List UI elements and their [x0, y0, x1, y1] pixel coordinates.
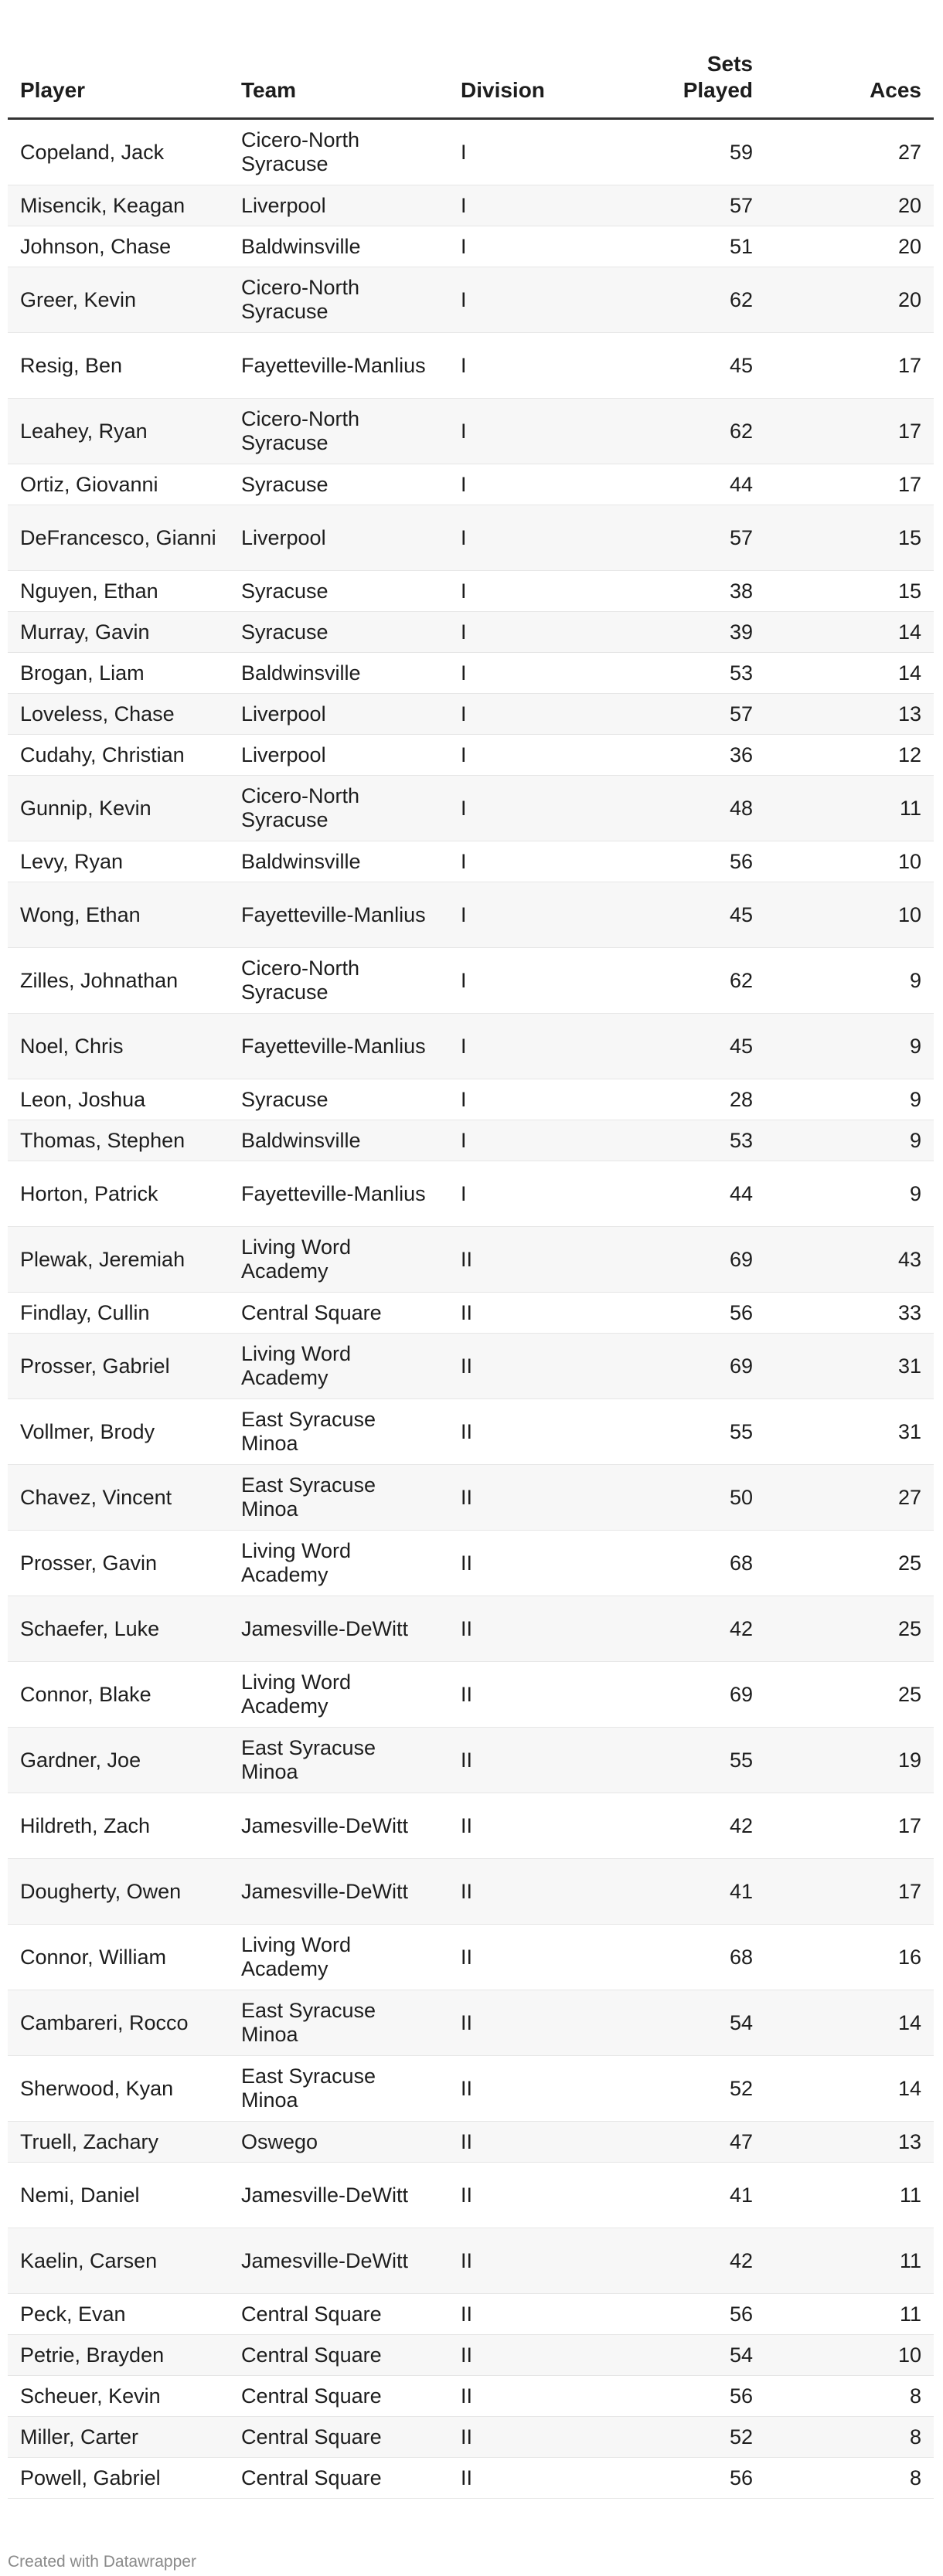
division-cell: I — [448, 948, 594, 1014]
player-cell: Brogan, Liam — [8, 653, 229, 694]
aces-cell: 9 — [765, 1120, 934, 1161]
team-cell: Syracuse — [229, 1079, 448, 1120]
table-row — [8, 653, 934, 694]
team-cell: Baldwinsville — [229, 226, 448, 267]
aces-cell: 27 — [765, 1465, 934, 1531]
team-cell: Fayetteville-Manlius — [229, 1161, 448, 1227]
player-cell: Leon, Joshua — [8, 1079, 229, 1120]
division-cell: II — [448, 1465, 594, 1531]
team-cell: Baldwinsville — [229, 1120, 448, 1161]
table-row — [8, 1531, 934, 1596]
player-cell: Connor, William — [8, 1925, 229, 1990]
division-cell: I — [448, 267, 594, 333]
aces-cell: 15 — [765, 571, 934, 612]
team-cell: East Syracuse Minoa — [229, 1990, 448, 2056]
sets-played-cell: 51 — [594, 226, 765, 267]
sets-played-cell: 59 — [594, 119, 765, 185]
table-row — [8, 185, 934, 226]
player-cell: Dougherty, Owen — [8, 1859, 229, 1925]
division-cell: I — [448, 505, 594, 571]
table-row — [8, 882, 934, 948]
team-cell: Living Word Academy — [229, 1227, 448, 1293]
team-cell: Central Square — [229, 2458, 448, 2499]
aces-cell: 25 — [765, 1662, 934, 1728]
table-row — [8, 2122, 934, 2163]
table-header — [8, 28, 934, 119]
aces-cell: 43 — [765, 1227, 934, 1293]
header-row — [8, 28, 934, 119]
sets-played-cell: 52 — [594, 2417, 765, 2458]
aces-cell: 13 — [765, 2122, 934, 2163]
team-cell: Fayetteville-Manlius — [229, 1014, 448, 1079]
division-cell: II — [448, 2228, 594, 2294]
sets-played-cell: 55 — [594, 1728, 765, 1793]
division-cell: II — [448, 1728, 594, 1793]
player-cell: Copeland, Jack — [8, 119, 229, 185]
player-cell: Noel, Chris — [8, 1014, 229, 1079]
table-row — [8, 735, 934, 776]
aces-cell: 19 — [765, 1728, 934, 1793]
player-cell: Zilles, Johnathan — [8, 948, 229, 1014]
table-row — [8, 1793, 934, 1859]
division-cell: I — [448, 735, 594, 776]
aces-cell: 14 — [765, 653, 934, 694]
table-row — [8, 399, 934, 464]
aces-cell: 25 — [765, 1596, 934, 1662]
table-row — [8, 2228, 934, 2294]
aces-cell: 11 — [765, 2294, 934, 2335]
player-cell: Greer, Kevin — [8, 267, 229, 333]
aces-cell: 10 — [765, 882, 934, 948]
sets-played-cell: 45 — [594, 1014, 765, 1079]
team-cell: Liverpool — [229, 694, 448, 735]
table-row — [8, 1014, 934, 1079]
table-row — [8, 1990, 934, 2056]
player-cell: Gardner, Joe — [8, 1728, 229, 1793]
division-cell: II — [448, 2417, 594, 2458]
table-row — [8, 505, 934, 571]
aces-cell: 14 — [765, 2056, 934, 2122]
player-cell: Findlay, Cullin — [8, 1293, 229, 1334]
sets-played-cell: 62 — [594, 399, 765, 464]
team-cell: Cicero-North Syracuse — [229, 119, 448, 185]
player-cell: Peck, Evan — [8, 2294, 229, 2335]
sets-played-cell: 62 — [594, 267, 765, 333]
table-row — [8, 1334, 934, 1399]
team-cell: Central Square — [229, 2417, 448, 2458]
aces-cell: 17 — [765, 1859, 934, 1925]
aces-cell: 27 — [765, 119, 934, 185]
player-cell: Plewak, Jeremiah — [8, 1227, 229, 1293]
table-row — [8, 1120, 934, 1161]
table-row — [8, 1293, 934, 1334]
table-row — [8, 226, 934, 267]
player-cell: Cambareri, Rocco — [8, 1990, 229, 2056]
table-row — [8, 841, 934, 882]
aces-cell: 17 — [765, 333, 934, 399]
team-cell: Living Word Academy — [229, 1334, 448, 1399]
division-cell: I — [448, 571, 594, 612]
table-row — [8, 571, 934, 612]
table-row — [8, 2056, 934, 2122]
table-row — [8, 1161, 934, 1227]
team-cell: Oswego — [229, 2122, 448, 2163]
sets-played-cell: 42 — [594, 2228, 765, 2294]
table-row — [8, 333, 934, 399]
division-cell: II — [448, 1399, 594, 1465]
aces-cell: 16 — [765, 1925, 934, 1990]
column-header-aces[interactable]: Aces — [765, 28, 934, 119]
division-cell: I — [448, 612, 594, 653]
sets-played-cell: 44 — [594, 1161, 765, 1227]
table-row — [8, 1728, 934, 1793]
table-row — [8, 2163, 934, 2228]
aces-cell: 8 — [765, 2458, 934, 2499]
player-cell: Scheuer, Kevin — [8, 2376, 229, 2417]
aces-cell: 8 — [765, 2376, 934, 2417]
team-cell: Fayetteville-Manlius — [229, 882, 448, 948]
division-cell: II — [448, 1596, 594, 1662]
sets-played-cell: 62 — [594, 948, 765, 1014]
team-cell: Central Square — [229, 1293, 448, 1334]
table-row — [8, 464, 934, 505]
division-cell: I — [448, 185, 594, 226]
column-header-player[interactable]: Player — [8, 28, 229, 119]
player-cell: Hildreth, Zach — [8, 1793, 229, 1859]
division-cell: I — [448, 1079, 594, 1120]
team-cell: Jamesville-DeWitt — [229, 2163, 448, 2228]
player-cell: Resig, Ben — [8, 333, 229, 399]
aces-cell: 12 — [765, 735, 934, 776]
player-cell: Prosser, Gavin — [8, 1531, 229, 1596]
sets-played-cell: 41 — [594, 2163, 765, 2228]
aces-cell: 31 — [765, 1334, 934, 1399]
table-row — [8, 1079, 934, 1120]
aces-cell: 15 — [765, 505, 934, 571]
sets-played-cell: 68 — [594, 1925, 765, 1990]
team-cell: Baldwinsville — [229, 653, 448, 694]
team-cell: Liverpool — [229, 735, 448, 776]
division-cell: I — [448, 1161, 594, 1227]
table-row — [8, 267, 934, 333]
division-cell: I — [448, 399, 594, 464]
column-header-sets-played[interactable] — [594, 28, 765, 119]
division-cell: II — [448, 2294, 594, 2335]
sets-played-cell: 52 — [594, 2056, 765, 2122]
division-cell: II — [448, 1925, 594, 1990]
team-cell: Syracuse — [229, 571, 448, 612]
team-cell: East Syracuse Minoa — [229, 1399, 448, 1465]
player-cell: Sherwood, Kyan — [8, 2056, 229, 2122]
aces-cell: 10 — [765, 2335, 934, 2376]
division-cell: I — [448, 119, 594, 185]
aces-cell: 13 — [765, 694, 934, 735]
division-cell: II — [448, 1793, 594, 1859]
sets-played-cell: 69 — [594, 1662, 765, 1728]
aces-cell: 9 — [765, 948, 934, 1014]
division-cell: II — [448, 1227, 594, 1293]
sets-played-cell: 57 — [594, 694, 765, 735]
sets-played-cell: 57 — [594, 505, 765, 571]
division-cell: II — [448, 2122, 594, 2163]
team-cell: East Syracuse Minoa — [229, 2056, 448, 2122]
team-cell: Central Square — [229, 2294, 448, 2335]
sets-played-cell: 48 — [594, 776, 765, 841]
team-cell: Syracuse — [229, 464, 448, 505]
sets-played-cell: 53 — [594, 1120, 765, 1161]
division-cell: II — [448, 2163, 594, 2228]
table-row — [8, 776, 934, 841]
footer-credit: Created with Datawrapper — [8, 2553, 196, 2571]
table-row — [8, 948, 934, 1014]
team-cell: Cicero-North Syracuse — [229, 399, 448, 464]
sets-played-cell: 55 — [594, 1399, 765, 1465]
division-cell: I — [448, 776, 594, 841]
team-cell: Jamesville-DeWitt — [229, 1859, 448, 1925]
table-row — [8, 2417, 934, 2458]
player-cell: Leahey, Ryan — [8, 399, 229, 464]
aces-cell: 9 — [765, 1079, 934, 1120]
team-cell: Living Word Academy — [229, 1662, 448, 1728]
aces-cell: 11 — [765, 776, 934, 841]
player-cell: Johnson, Chase — [8, 226, 229, 267]
team-cell: Liverpool — [229, 185, 448, 226]
team-cell: Central Square — [229, 2376, 448, 2417]
division-cell: I — [448, 1014, 594, 1079]
table-row — [8, 1465, 934, 1531]
player-cell: DeFrancesco, Gianni — [8, 505, 229, 571]
division-cell: I — [448, 464, 594, 505]
sets-played-cell: 36 — [594, 735, 765, 776]
player-cell: Gunnip, Kevin — [8, 776, 229, 841]
sets-played-cell: 56 — [594, 1293, 765, 1334]
player-cell: Murray, Gavin — [8, 612, 229, 653]
player-cell: Truell, Zachary — [8, 2122, 229, 2163]
table-row — [8, 1925, 934, 1990]
sets-played-cell: 53 — [594, 653, 765, 694]
aces-cell: 33 — [765, 1293, 934, 1334]
team-cell: Fayetteville-Manlius — [229, 333, 448, 399]
player-cell: Levy, Ryan — [8, 841, 229, 882]
aces-cell: 17 — [765, 464, 934, 505]
player-cell: Prosser, Gabriel — [8, 1334, 229, 1399]
aces-cell: 14 — [765, 1990, 934, 2056]
column-header-sets-line1: Sets — [706, 52, 753, 76]
team-cell: Cicero-North Syracuse — [229, 267, 448, 333]
sets-played-cell: 68 — [594, 1531, 765, 1596]
aces-cell: 20 — [765, 226, 934, 267]
stats-table — [8, 28, 934, 2499]
player-cell: Wong, Ethan — [8, 882, 229, 948]
table-row — [8, 2458, 934, 2499]
table-row — [8, 1227, 934, 1293]
team-cell: Living Word Academy — [229, 1925, 448, 1990]
sets-played-cell: 54 — [594, 2335, 765, 2376]
column-header-division[interactable]: Division — [448, 28, 594, 119]
aces-cell: 9 — [765, 1014, 934, 1079]
division-cell: II — [448, 1990, 594, 2056]
sets-played-cell: 44 — [594, 464, 765, 505]
sets-played-cell: 45 — [594, 333, 765, 399]
sets-played-cell: 69 — [594, 1334, 765, 1399]
aces-cell: 14 — [765, 612, 934, 653]
player-cell: Chavez, Vincent — [8, 1465, 229, 1531]
division-cell: II — [448, 1662, 594, 1728]
sets-played-cell: 56 — [594, 2294, 765, 2335]
aces-cell: 20 — [765, 185, 934, 226]
division-cell: II — [448, 2376, 594, 2417]
team-cell: Syracuse — [229, 612, 448, 653]
aces-cell: 9 — [765, 1161, 934, 1227]
table-row — [8, 612, 934, 653]
division-cell: I — [448, 653, 594, 694]
column-header-team[interactable]: Team — [229, 28, 448, 119]
player-cell: Miller, Carter — [8, 2417, 229, 2458]
player-cell: Misencik, Keagan — [8, 185, 229, 226]
team-cell: Jamesville-DeWitt — [229, 2228, 448, 2294]
team-cell: East Syracuse Minoa — [229, 1465, 448, 1531]
table-row — [8, 694, 934, 735]
player-cell: Ortiz, Giovanni — [8, 464, 229, 505]
team-cell: Liverpool — [229, 505, 448, 571]
sets-played-cell: 56 — [594, 841, 765, 882]
division-cell: II — [448, 1531, 594, 1596]
sets-played-cell: 45 — [594, 882, 765, 948]
team-cell: Jamesville-DeWitt — [229, 1596, 448, 1662]
table-body — [8, 119, 934, 2499]
aces-cell: 20 — [765, 267, 934, 333]
division-cell: I — [448, 226, 594, 267]
division-cell: II — [448, 1293, 594, 1334]
division-cell: II — [448, 2458, 594, 2499]
sets-played-cell: 42 — [594, 1596, 765, 1662]
division-cell: II — [448, 2335, 594, 2376]
sets-played-cell: 50 — [594, 1465, 765, 1531]
aces-cell: 25 — [765, 1531, 934, 1596]
team-cell: Cicero-North Syracuse — [229, 948, 448, 1014]
sets-played-cell: 47 — [594, 2122, 765, 2163]
table-row — [8, 2335, 934, 2376]
player-cell: Horton, Patrick — [8, 1161, 229, 1227]
table-row — [8, 1399, 934, 1465]
team-cell: Cicero-North Syracuse — [229, 776, 448, 841]
player-cell: Schaefer, Luke — [8, 1596, 229, 1662]
division-cell: I — [448, 694, 594, 735]
sets-played-cell: 28 — [594, 1079, 765, 1120]
division-cell: II — [448, 1859, 594, 1925]
team-cell: Central Square — [229, 2335, 448, 2376]
sets-played-cell: 57 — [594, 185, 765, 226]
table-row — [8, 2294, 934, 2335]
player-cell: Petrie, Brayden — [8, 2335, 229, 2376]
division-cell: II — [448, 1334, 594, 1399]
division-cell: I — [448, 841, 594, 882]
aces-cell: 31 — [765, 1399, 934, 1465]
player-cell: Vollmer, Brody — [8, 1399, 229, 1465]
table-row — [8, 119, 934, 185]
sets-played-cell: 54 — [594, 1990, 765, 2056]
sets-played-cell: 56 — [594, 2376, 765, 2417]
division-cell: I — [448, 882, 594, 948]
aces-cell: 11 — [765, 2228, 934, 2294]
table-row — [8, 1596, 934, 1662]
aces-cell: 17 — [765, 1793, 934, 1859]
sets-played-cell: 41 — [594, 1859, 765, 1925]
table-row — [8, 1859, 934, 1925]
player-cell: Nguyen, Ethan — [8, 571, 229, 612]
player-cell: Loveless, Chase — [8, 694, 229, 735]
team-cell: East Syracuse Minoa — [229, 1728, 448, 1793]
sets-played-cell: 56 — [594, 2458, 765, 2499]
aces-cell: 11 — [765, 2163, 934, 2228]
aces-cell: 8 — [765, 2417, 934, 2458]
player-cell: Nemi, Daniel — [8, 2163, 229, 2228]
team-cell: Living Word Academy — [229, 1531, 448, 1596]
division-cell: I — [448, 333, 594, 399]
sets-played-cell: 69 — [594, 1227, 765, 1293]
aces-cell: 10 — [765, 841, 934, 882]
team-cell: Baldwinsville — [229, 841, 448, 882]
table-row — [8, 1662, 934, 1728]
table-row — [8, 2376, 934, 2417]
player-cell: Connor, Blake — [8, 1662, 229, 1728]
player-cell: Powell, Gabriel — [8, 2458, 229, 2499]
aces-cell: 17 — [765, 399, 934, 464]
column-header-sets-line2: Played — [683, 78, 753, 102]
sets-played-cell: 42 — [594, 1793, 765, 1859]
player-cell: Thomas, Stephen — [8, 1120, 229, 1161]
team-cell: Jamesville-DeWitt — [229, 1793, 448, 1859]
sets-played-cell: 38 — [594, 571, 765, 612]
player-cell: Cudahy, Christian — [8, 735, 229, 776]
player-cell: Kaelin, Carsen — [8, 2228, 229, 2294]
division-cell: II — [448, 2056, 594, 2122]
division-cell: I — [448, 1120, 594, 1161]
sets-played-cell: 39 — [594, 612, 765, 653]
